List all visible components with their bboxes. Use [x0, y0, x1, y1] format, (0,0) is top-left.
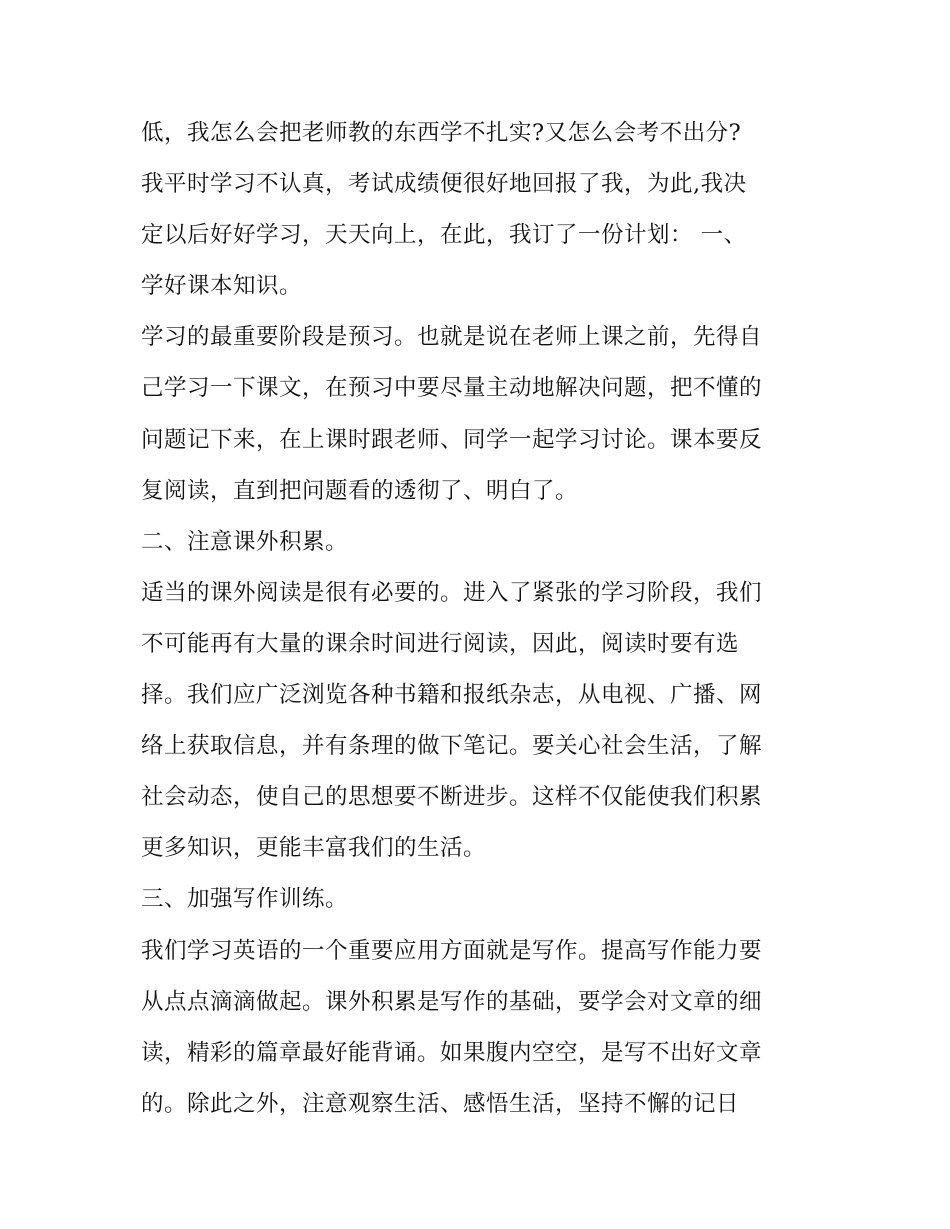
document-body [141, 108, 821, 1130]
text-line: 我平时学习不认真，考试成绩便很好地回报了我，为此,我决 [141, 171, 747, 198]
text-line: 社会动态，使自己的思想要不断进步。这样不仅能使我们积累 [141, 784, 763, 811]
text-line: 络上获取信息，并有条理的做下笔记。要关心社会生活，了解 [141, 733, 763, 760]
text-line: 更多知识，更能丰富我们的生活。 [141, 835, 487, 862]
text-line: 复阅读，直到把问题看的透彻了、明白了。 [141, 477, 579, 504]
text-line: 适当的课外阅读是很有必要的。进入了紧张的学习阶段，我们 [141, 579, 763, 606]
text-line: 择。我们应广泛浏览各种书籍和报纸杂志，从电视、广播、网 [141, 682, 763, 709]
text-line: 学习的最重要阶段是预习。也就是说在老师上课之前，先得自 [141, 324, 763, 351]
text-line: 不可能再有大量的课余时间进行阅读，因此，阅读时要有选 [141, 630, 740, 657]
text-line: 学好课本知识。 [141, 273, 303, 300]
text-line: 我们学习英语的一个重要应用方面就是写作。提高写作能力要 [141, 937, 763, 964]
text-line: 定以后好好学习，天天向上，在此，我订了一份计划： 一、 [141, 222, 747, 249]
section-heading: 二、注意课外积累。 [141, 528, 349, 555]
text-line: 低，我怎么会把老师教的东西学不扎实?又怎么会考不出分? [141, 120, 742, 146]
text-line: 的。除此之外，注意观察生活、感悟生活，坚持不懈的记日 [141, 1090, 740, 1117]
text-line: 问题记下来，在上课时跟老师、同学一起学习讨论。课本要反 [141, 426, 763, 453]
text-line: 读，精彩的篇章最好能背诵。如果腹内空空，是写不出好文章 [141, 1039, 763, 1066]
section-heading: 三、加强写作训练。 [141, 886, 349, 913]
text-line: 己学习一下课文，在预习中要尽量主动地解决问题，把不懂的 [141, 375, 763, 402]
text-line: 从点点滴滴做起。课外积累是写作的基础，要学会对文章的细 [141, 988, 763, 1015]
